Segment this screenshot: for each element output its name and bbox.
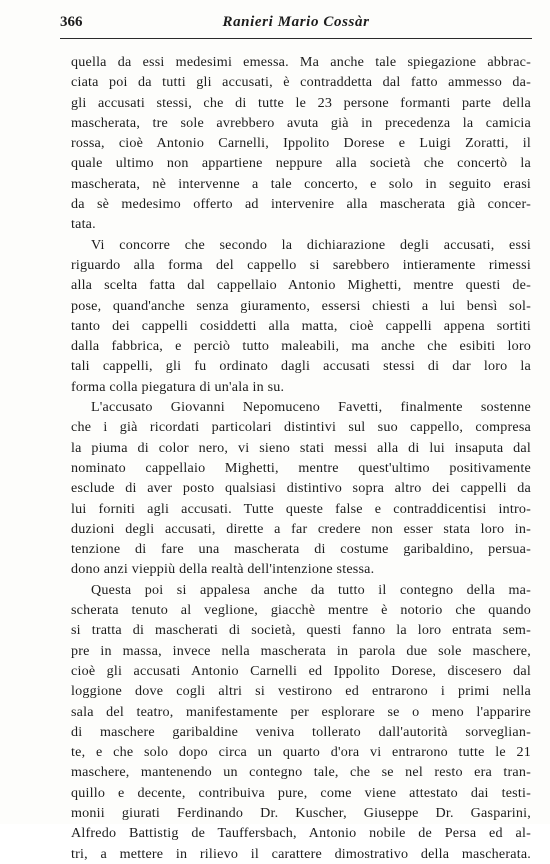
text-line: da sè medesimo offerto ad intervenire alla mascherata già concer- bbox=[71, 196, 531, 213]
text-line: duzioni degli accusati, dirette a far credere non esser stata loro in- bbox=[71, 520, 531, 537]
text-line: tata. bbox=[71, 216, 96, 233]
text-line: dono anzi vieppiù della realtà dell'intenzione stessa. bbox=[71, 561, 375, 578]
text-line: mascherata, tre sole avrebbero avuta già in precedenza la camicia bbox=[71, 114, 531, 131]
text-line: Alfredo Battistig de Tauffersbach, Antonio nobile de Persa ed al- bbox=[71, 825, 531, 842]
text-line: cioè gli accusati Antonio Carnelli ed Ippolito Dorese, discesero dal bbox=[71, 662, 531, 679]
text-line: dalla fabbrica, e perciò tutto maleabili, ma anche che esibiti loro bbox=[71, 338, 531, 355]
text-line: Vi concorre che secondo la dichiarazione degli accusati, essi bbox=[91, 236, 531, 253]
text-line: te, e che solo dopo circa un quarto d'ora vi entrarono tutte le 21 bbox=[71, 744, 531, 761]
text-line: tali cappelli, gli fu ordinato dagli accusati stessi di dar loro la bbox=[71, 358, 531, 375]
text-line: tenzione di fare una mascherata di costume garibaldino, persua- bbox=[71, 541, 531, 558]
body-text bbox=[71, 52, 531, 864]
text-line: lui forniti agli accusati. Tutte queste false e contraddicentisi intro- bbox=[71, 500, 531, 517]
text-line: riguardo alla forma del cappello si sarebbero intieramente rimessi bbox=[71, 256, 531, 273]
text-line: L'accusato Giovanni Nepomuceno Favetti, finalmente sostenne bbox=[91, 399, 531, 416]
text-line: tanto dei cappelli cosiddetti alla matta, cioè cappelli appena sortiti bbox=[71, 317, 531, 334]
text-line: rossa, cioè Antonio Carnelli, Ippolito Dorese e Luigi Zoratti, il bbox=[71, 135, 531, 152]
paragraph bbox=[71, 580, 531, 864]
text-line: la piuma di color nero, vi sieno stati messi alla di lui insaputa dal bbox=[71, 439, 531, 456]
paragraph bbox=[71, 52, 531, 235]
text-line: ciata poi da tutti gli accusati, è contraddetta dal fatto ammesso da- bbox=[71, 74, 531, 91]
text-line: di maschere garibaldine veniva tollerato dall'autorità sorveglian- bbox=[71, 723, 531, 740]
text-line: monii giurati Ferdinando Dr. Kuscher, Giuseppe Dr. Gasparini, bbox=[71, 804, 531, 821]
text-line: mascherata, nè intervenne a tale concerto, e solo in seguito erasi bbox=[71, 175, 531, 192]
page-number: 366 bbox=[60, 14, 83, 30]
text-line: quale ultimo non appartiene neppure alla società che concertò la bbox=[71, 155, 531, 172]
text-line: si tratta di mascherati di società, questi fanno la loro entrata sem- bbox=[71, 622, 531, 639]
text-line: che i già ricordati particolari distintivi sul suo cappello, compresa bbox=[71, 419, 531, 436]
text-line: tri, a mettere in rilievo il carattere dimostrativo della mascherata. bbox=[71, 845, 531, 862]
text-line: gli accusati stessi, che di tutte le 23 persone formanti parte della bbox=[71, 94, 531, 111]
text-line: scherata tenuto al veglione, giacchè mentre è notorio che quando bbox=[71, 602, 531, 619]
paragraph bbox=[71, 235, 531, 397]
text-line: alla scelta fatta dal cappellaio Antonio Mighetti, mentre questi de- bbox=[71, 277, 531, 294]
text-line: pose, quand'anche senza giuramento, essersi chiesti a lui bensì sol- bbox=[71, 297, 531, 314]
paragraph bbox=[71, 397, 531, 580]
text-line: forma colla piegatura di un'ala in su. bbox=[71, 378, 285, 395]
text-line: pre in massa, invece nella mascherata in parola due sole maschere, bbox=[71, 642, 531, 659]
text-line: maschere, mantenendo un contegno tale, che se nel resto era tran- bbox=[71, 764, 531, 781]
text-line: nominato cappellaio Mighetti, mentre quest'ultimo positivamente bbox=[71, 459, 531, 476]
page-header bbox=[60, 14, 532, 36]
text-line: quella da essi medesimi emessa. Ma anche tale spiegazione abbrac- bbox=[71, 54, 531, 70]
text-line: Questa poi si appalesa anche da tutto il contegno della ma- bbox=[91, 581, 531, 598]
text-line: quillo e decente, contribuiva pure, come viene attestato dai testi- bbox=[71, 784, 531, 801]
running-head: Ranieri Mario Cossàr bbox=[222, 14, 370, 30]
header-rule bbox=[60, 38, 532, 39]
text-line: sala del teatro, manifestamente per esplorare se o meno l'apparire bbox=[71, 703, 531, 720]
text-line: loggione dove cogli altri si vestirono ed entrarono i primi nella bbox=[71, 683, 531, 700]
text-line: esclude di aver posto qualsiasi distintivo sopra altro dei cappelli da bbox=[71, 480, 531, 497]
